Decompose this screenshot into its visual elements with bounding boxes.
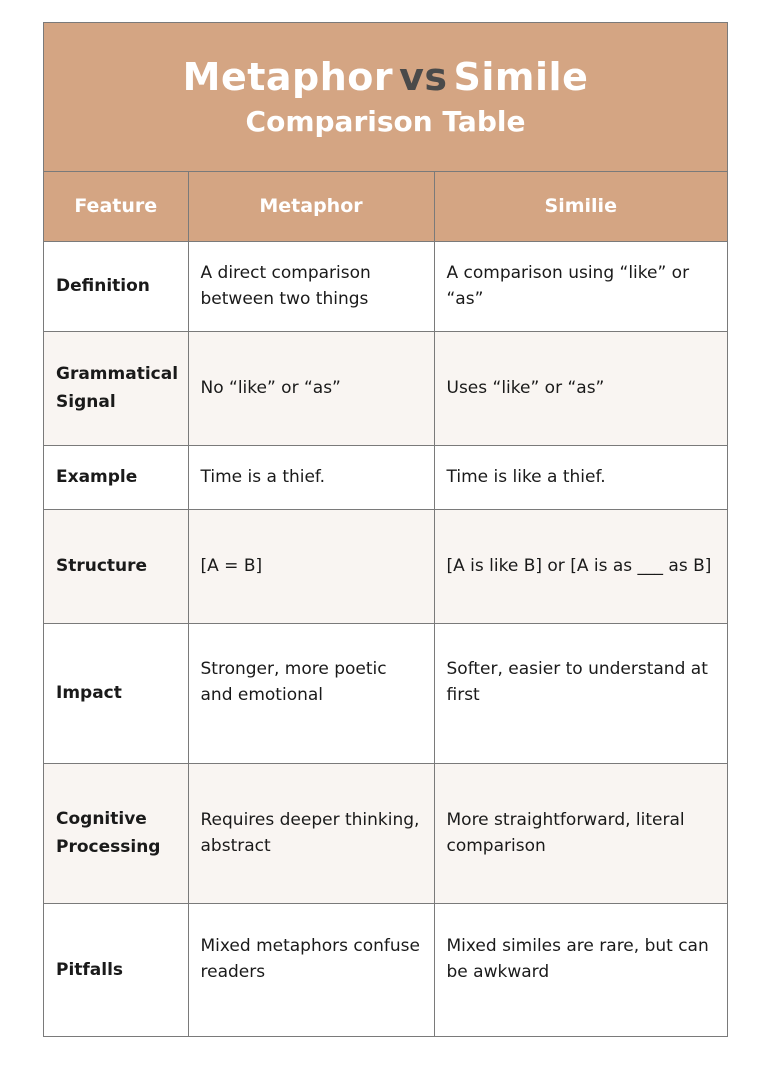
table-row — [44, 623, 727, 763]
feature-cell: Impact — [44, 623, 188, 763]
metaphor-cell: Time is a thief. — [188, 445, 434, 509]
title-vs: vs — [399, 55, 448, 100]
metaphor-text: Stronger, more poetic and emotional — [200, 659, 387, 705]
feature-cell: Pitfalls — [44, 903, 188, 1037]
metaphor-text: Mixed metaphors confuse readers — [200, 936, 420, 983]
table-row — [44, 331, 727, 445]
metaphor-cell: Requires deeper thinking, abstract — [188, 763, 434, 903]
simile-cell: Uses “like” or “as” — [434, 331, 727, 445]
feature-cell: Structure — [44, 509, 188, 623]
header-feature: Feature — [44, 172, 188, 241]
table-row — [44, 509, 727, 623]
title-word-metaphor: Metaphor — [182, 55, 394, 100]
table-row — [44, 445, 727, 509]
simile-cell — [434, 903, 727, 1037]
metaphor-cell — [188, 623, 434, 763]
feature-cell: Example — [44, 445, 188, 509]
simile-text: Mixed similes are rare, but can be awkward — [446, 936, 709, 983]
comparison-sheet — [43, 22, 728, 1037]
feature-cell: Definition — [44, 241, 188, 331]
simile-text: Softer, easier to understand at first — [446, 659, 708, 705]
metaphor-cell: [A = B] — [188, 509, 434, 623]
metaphor-cell — [188, 903, 434, 1037]
page-title — [183, 56, 589, 100]
table-header-row — [44, 172, 727, 241]
simile-cell: Time is like a thief. — [434, 445, 727, 509]
metaphor-cell: No “like” or “as” — [188, 331, 434, 445]
simile-cell: A comparison using “like” or “as” — [434, 241, 727, 331]
table-row — [44, 903, 727, 1037]
title-word-simile: Simile — [453, 55, 589, 100]
simile-cell — [434, 623, 727, 763]
simile-cell: [A is like B] or [A is as ___ as B] — [434, 509, 727, 623]
header-metaphor: Metaphor — [188, 172, 434, 241]
feature-cell: Cognitive Processing — [44, 763, 188, 903]
metaphor-cell: A direct comparison between two things — [188, 241, 434, 331]
comparison-table — [44, 172, 727, 1037]
page-subtitle: Comparison Table — [245, 104, 526, 138]
simile-cell: More straightforward, literal comparison — [434, 763, 727, 903]
header-simile: Similie — [434, 172, 727, 241]
title-banner — [44, 23, 727, 172]
table-row — [44, 241, 727, 331]
table-row — [44, 763, 727, 903]
feature-cell: Grammatical Signal — [44, 331, 188, 445]
